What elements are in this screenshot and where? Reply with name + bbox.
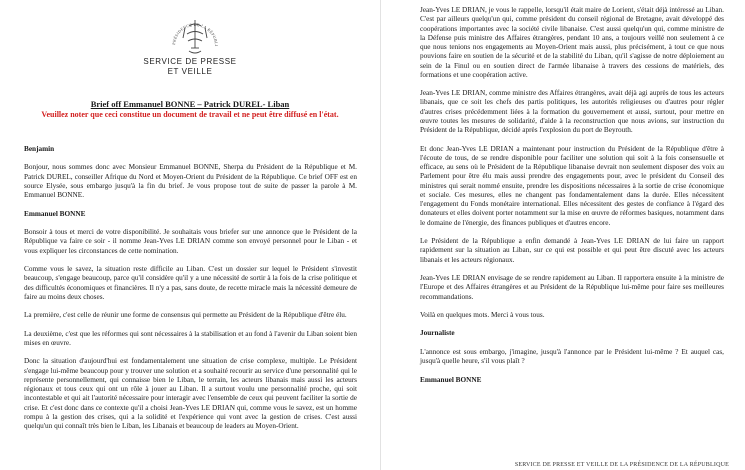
speaker-name: Emmanuel BONNE [24, 209, 86, 218]
right-column-body [420, 6, 724, 394]
document-page-2 [382, 0, 745, 470]
paragraph: L'annonce est sous embargo, j'imagine, jusqu'à l'annonce par le Président lui-même ? Et auquel cas, jusqu'à quelle heure, s'il vous plaît ? [420, 347, 724, 366]
presidency-seal-icon [165, 6, 225, 61]
paragraph: La deuxième, c'est que les réformes qui sont nécessaires à la stabilisation et au fond à l'avenir du Liban soient bien mises en œuvre. [24, 329, 357, 347]
paragraph: Donc la situation d'aujourd'hui est fondamentalement une situation de crise complexe, multiple. Le Président s'engage lui-même beaucoup pour y trouver une solution et a souhaité recourir au service d'une personnalité qui le représente personnellement, qui connaisse bien le Liban, le terrain, les acteurs libanais mais aussi les acteurs régionaux et tous ceux qui ont un rôle à jouer au Liban. Il a surtout voulu une personnalité proche, qui soit incontestable et qui ait l'autorité nécessaire pour interagir avec l'ensemble de ceux qui peuvent faciliter la sortie de crise. Et c'est donc dans ce contexte qu'il a choisi Jean-Yves LE DRIAN qui, comme vous le savez, est un homme rompu à la gestion des crises, qui a la solidité et l'expérience qui vont avec la gestion de crises. C'est aussi quelqu'un qui connaît très bien le Liban, les Libanais et beaucoup de leaders au Moyen-Orient. [24, 357, 357, 431]
paragraph: Jean-Yves LE DRIAN, je vous le rappelle, lorsqu'il était maire de Lorient, s'était déjà intéressé au Liban. C'est par ailleurs quelqu'un qui, comme président du conseil régional de Bretagne, avait développé des coopérations importantes avec la société civile libanaise. C'est aussi quelqu'un qui, comme ministre de la Défense puis ministre des Affaires étrangères, pendant 10 ans, a toujours veillé non seulement à ce que nous tenions nos engagements au Moyen-Orient mais aussi, plus précisément, à tout ce que nous pouvions faire en soutien de la sécurité et de la stabilité du Liban, qu'il s'agisse de notre déploiement au sein de la Finul ou en soutien direct de l'armée libanaise à travers des cessions de matériels, des formations et une coopération active. [420, 6, 724, 79]
service-line-1: SERVICE DE PRESSE [143, 57, 237, 66]
left-column-body [24, 145, 357, 441]
svg-text:PRÉSIDENCE DE LA RÉPUBLIQUE: PRÉSIDENCE DE LA RÉPUBLI [171, 21, 220, 47]
speaker-name: Emmanuel BONNE [420, 375, 482, 384]
page-footer: SERVICE DE PRESSE ET VEILLE DE LA PRÉSIDENCE DE LA RÉPUBLIQUE [514, 462, 729, 468]
paragraph: La première, c'est celle de réunir une forme de consensus qui permette au Président de la République d'être élu. [24, 311, 347, 320]
disclaimer-notice: Veuillez noter que ceci constitue un document de travail et ne peut être diffusé en l'état. [41, 110, 339, 119]
paragraph: Comme vous le savez, la situation reste difficile au Liban. C'est un dossier sur lequel le Président s'investit beaucoup, s'engage beaucoup, parce qu'il considère qu'il y a une nécessité de sortir à la fois de la crise politique et des difficultés économiques et financières. Il n'y a pas, sans doute, de recette miracle mais la nécessité demeure de faire au moins deux choses. [24, 265, 357, 301]
brief-title [0, 99, 380, 109]
brief-title-text: Brief off Emmanuel BONNE – Patrick DUREL- Liban [90, 99, 290, 109]
paragraph: Le Président de la République a enfin demandé à Jean-Yves LE DRIAN de lui faire un rapport rapidement sur la situation au Liban, sur ce qui est possible et qui peut être discuté avec les acteurs libanais et les acteurs régionaux. [420, 237, 724, 264]
paragraph: Jean-Yves LE DRIAN, comme ministre des Affaires étrangères, avait déjà agi auprès de tous les acteurs libanais, que ce soit les chefs des partis politiques, les autorités religieuses ou d'autres pour régler d'autres crises précédemment liées à la formation du gouvernement et aussi, surtout, pour mettre en œuvre toutes les mesures de solidarité, d'aide à la reconstruction que nous avions, sur instruction du Président de la République, décidé après l'explosion du port de Beyrouth. [420, 89, 724, 135]
paragraph: Bonjour, nous sommes donc avec Monsieur Emmanuel BONNE, Sherpa du Président de la République et M. Patrick DUREL, conseiller Afrique du Nord et Moyen-Orient du Président de la République. Ce brief OFF est en source Elysée, sous embargo jusqu'à la fin du brief. Je vous propose tout de suite de passer la parole à M. Emmanuel BONNE. [24, 163, 357, 200]
service-line-2: ET VEILLE [167, 67, 213, 76]
speaker-name: Journaliste [420, 329, 455, 338]
paragraph: Et donc Jean-Yves LE DRIAN a maintenant pour instruction du Président de la République d'être à l'écoute de tous, de se rendre disponible pour faciliter une solution qui soit à la fois consensuelle et efficace, au sens où le Président de la République libanaise devrait non seulement disposer des voix au Parlement pour être élu mais aussi prendre des engagements pour, avec le président du Conseil des ministres qui serait nommé ensuite, prendre les dispositions nécessaires à la sortie de crise économique et sociale. Ces mesures, elles ne changent pas fondamentalement dans la durée. Elles nécessitent l'engagement du Fonds monétaire international. Elles nécessitent des gestes de confiance à l'égard des donateurs et elles doivent porter notamment sur la mise en œuvre de réformes basiques, notamment dans le domaine de l'énergie, des finances publiques et d'autres encore. [420, 144, 724, 227]
paragraph: Jean-Yves LE DRIAN envisage de se rendre rapidement au Liban. Il rapportera ensuite à la ministre de l'Europe et des Affaires étrangères et au Président de la République lui-même pour faire ses meilleures recommandations. [420, 274, 724, 301]
service-heading [0, 57, 380, 77]
paragraph: Voilà en quelques mots. Merci à vous tous. [420, 310, 545, 319]
speaker-name: Benjamin [24, 145, 55, 153]
paragraph: Bonsoir à tous et merci de votre disponibilité. Je souhaitais vous briefer sur une annonce que le Président de la République va faire ce soir - il nomme Jean-Yves LE DRIAN comme son envoyé personnel pour le Liban - et vous expliquer les circonstances de cette nomination. [24, 228, 357, 255]
